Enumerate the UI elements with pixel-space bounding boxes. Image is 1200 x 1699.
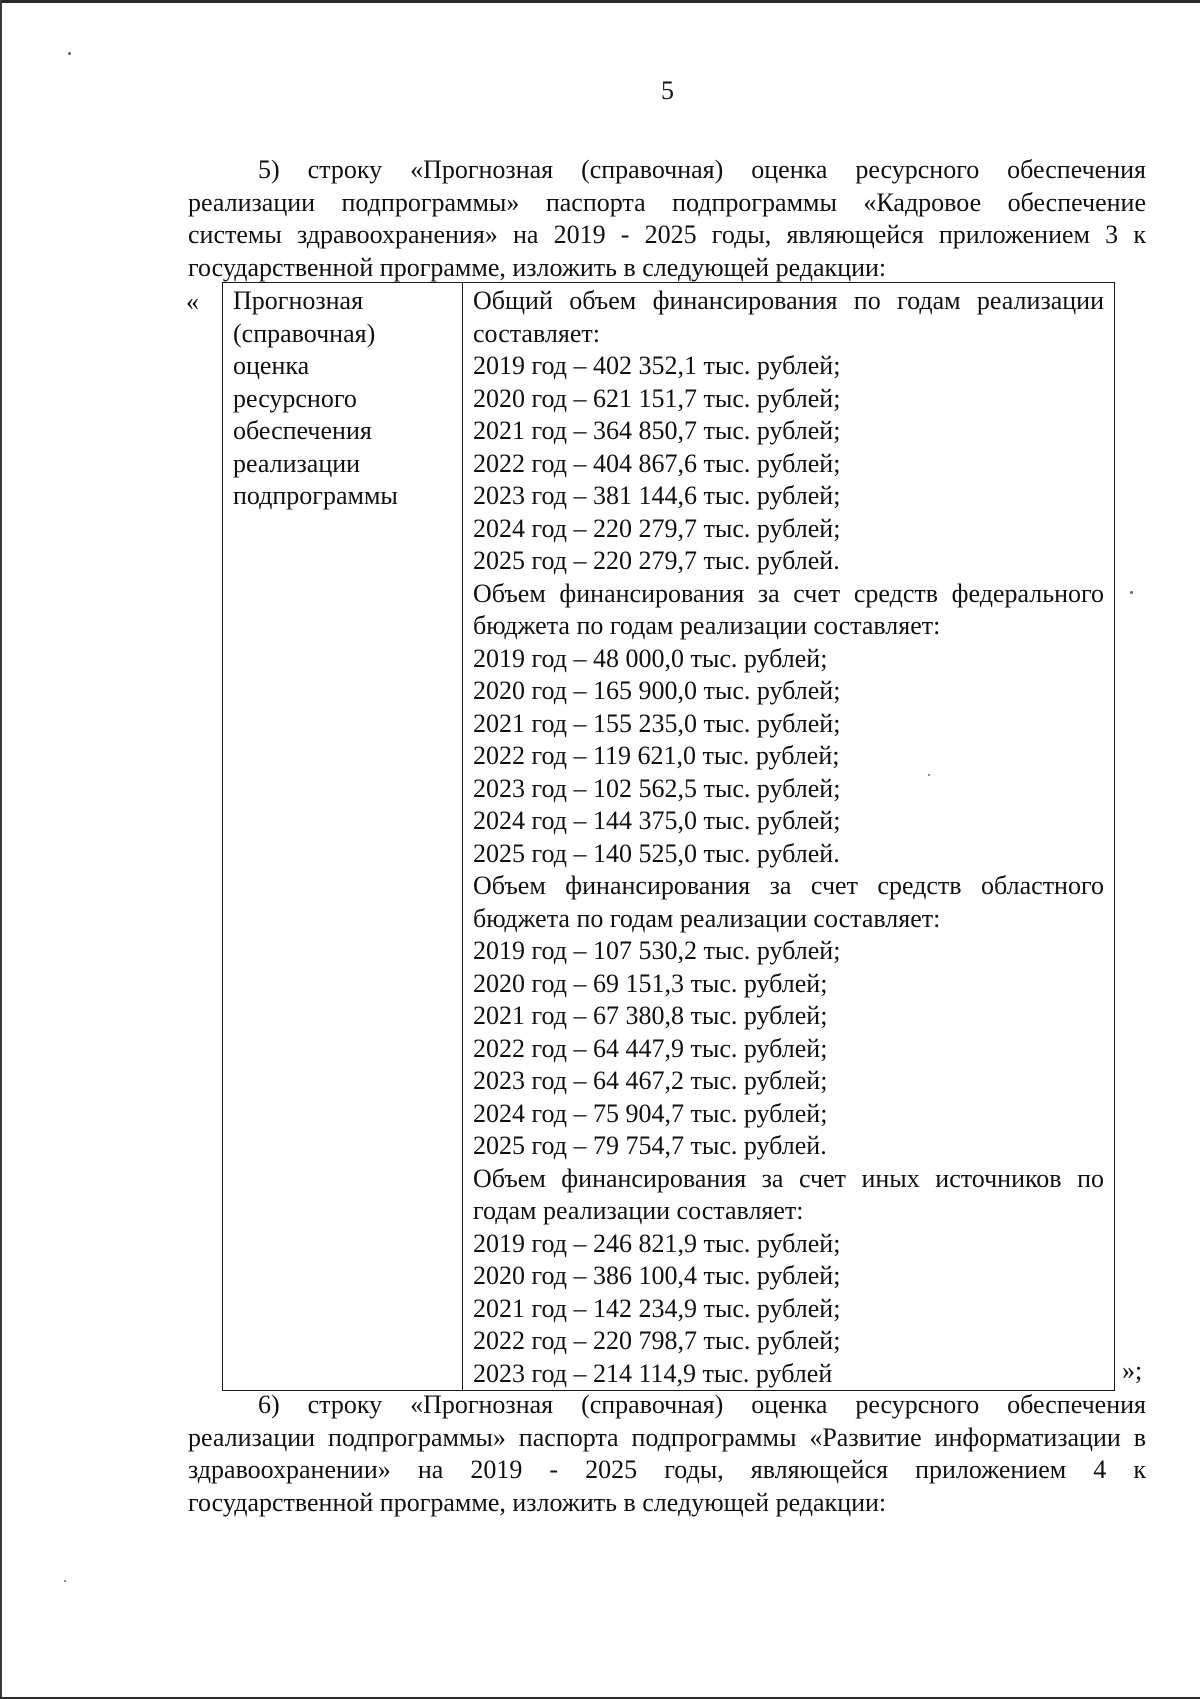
content-line: годам реализации составляет:	[473, 1196, 804, 1225]
content-line: Объем финансирования за счет средств областного	[473, 871, 1104, 900]
content-line: 2019 год – 107 530,2 тыс. рублей;	[473, 936, 841, 965]
content-line: 2022 год – 220 798,7 тыс. рублей;	[473, 1326, 841, 1355]
content-line: 2024 год – 220 279,7 тыс. рублей;	[473, 513, 841, 543]
label-line: реализации	[233, 448, 361, 478]
content-line: Общий объем финансирования по годам реализации	[473, 286, 1104, 315]
content-line: 2021 год – 142 234,9 тыс. рублей;	[473, 1293, 841, 1323]
content-line: 2021 год – 155 235,0 тыс. рублей;	[473, 708, 841, 738]
content-line: 2020 год – 69 151,3 тыс. рублей;	[473, 968, 828, 998]
content-line: Объем финансирования за счет средств федерального	[473, 578, 1104, 608]
content-line: 2023 год – 381 144,6 тыс. рублей;	[473, 481, 841, 510]
label-line: Прогнозная	[233, 286, 364, 315]
label-line: оценка	[233, 351, 310, 380]
content-line: 2023 год – 102 562,5 тыс. рублей;	[473, 773, 841, 803]
quote-close-mark: »;	[1122, 1356, 1143, 1385]
content-line: 2025 год – 220 279,7 тыс. рублей.	[473, 546, 840, 575]
content-line: бюджета по годам реализации составляет:	[473, 611, 941, 640]
content-line: 2021 год – 67 380,8 тыс. рублей;	[473, 1001, 828, 1030]
amendment-paragraph-6: 6) строку «Прогнозная (справочная) оценка ресурсного обеспечения реализации подпрограммы» паспорта подпрограммы «Развитие информатизации в здравоохранении» на 2019 - 2025 годы, являющейся приложением 4 к государственной программе, изложить в следующей редакции:	[188, 1390, 1146, 1517]
content-line: бюджета по годам реализации составляет:	[473, 903, 941, 933]
amendment-paragraph-5: 5) строку «Прогнозная (справочная) оценка ресурсного обеспечения реализации подпрограммы» паспорта подпрограммы «Кадровое обеспечение системы здравоохранения» на 2019 - 2025 годы, являющейся приложением 3 к государственной программе, изложить в следующей редакции:	[188, 155, 1146, 282]
scan-speck	[64, 1580, 66, 1582]
content-line: 2022 год – 404 867,6 тыс. рублей;	[473, 448, 841, 478]
content-line: 2025 год – 140 525,0 тыс. рублей.	[473, 838, 840, 868]
content-line: 2022 год – 119 621,0 тыс. рублей;	[473, 741, 840, 770]
label-line: (справочная)	[233, 318, 376, 348]
scan-edge-left	[0, 0, 2, 1699]
content-line: 2023 год – 64 467,2 тыс. рублей;	[473, 1066, 828, 1095]
content-line: 2022 год – 64 447,9 тыс. рублей;	[473, 1033, 828, 1063]
label-line: подпрограммы	[233, 481, 398, 510]
label-line: ресурсного	[233, 383, 357, 413]
content-line: 2020 год – 165 900,0 тыс. рублей;	[473, 676, 841, 705]
scan-speck	[1130, 591, 1133, 594]
funding-table	[222, 282, 1115, 1391]
table-row	[223, 283, 1115, 1391]
scan-edge-top	[0, 0, 1200, 3]
content-line: 2019 год – 48 000,0 тыс. рублей;	[473, 643, 828, 673]
content-line: 2024 год – 144 375,0 тыс. рублей;	[473, 806, 841, 835]
table-label-cell	[223, 283, 463, 1391]
content-line: 2020 год – 386 100,4 тыс. рублей;	[473, 1261, 841, 1290]
quote-open-mark: «	[186, 287, 199, 316]
content-line: 2023 год – 214 114,9 тыс. рублей	[473, 1358, 833, 1388]
page-number: 5	[661, 76, 674, 105]
content-line: 2020 год – 621 151,7 тыс. рублей;	[473, 383, 841, 413]
content-line: 2019 год – 402 352,1 тыс. рублей;	[473, 351, 841, 380]
content-line: Объем финансирования за счет иных источников по	[473, 1163, 1104, 1193]
content-line: 2025 год – 79 754,7 тыс. рублей.	[473, 1131, 827, 1160]
content-line: составляет:	[473, 318, 600, 348]
label-line: обеспечения	[233, 416, 372, 445]
content-line: 2021 год – 364 850,7 тыс. рублей;	[473, 416, 841, 445]
content-line: 2019 год – 246 821,9 тыс. рублей;	[473, 1228, 841, 1258]
content-line: 2024 год – 75 904,7 тыс. рублей;	[473, 1098, 828, 1128]
table-content-cell	[463, 283, 1115, 1391]
scan-speck	[68, 52, 71, 55]
